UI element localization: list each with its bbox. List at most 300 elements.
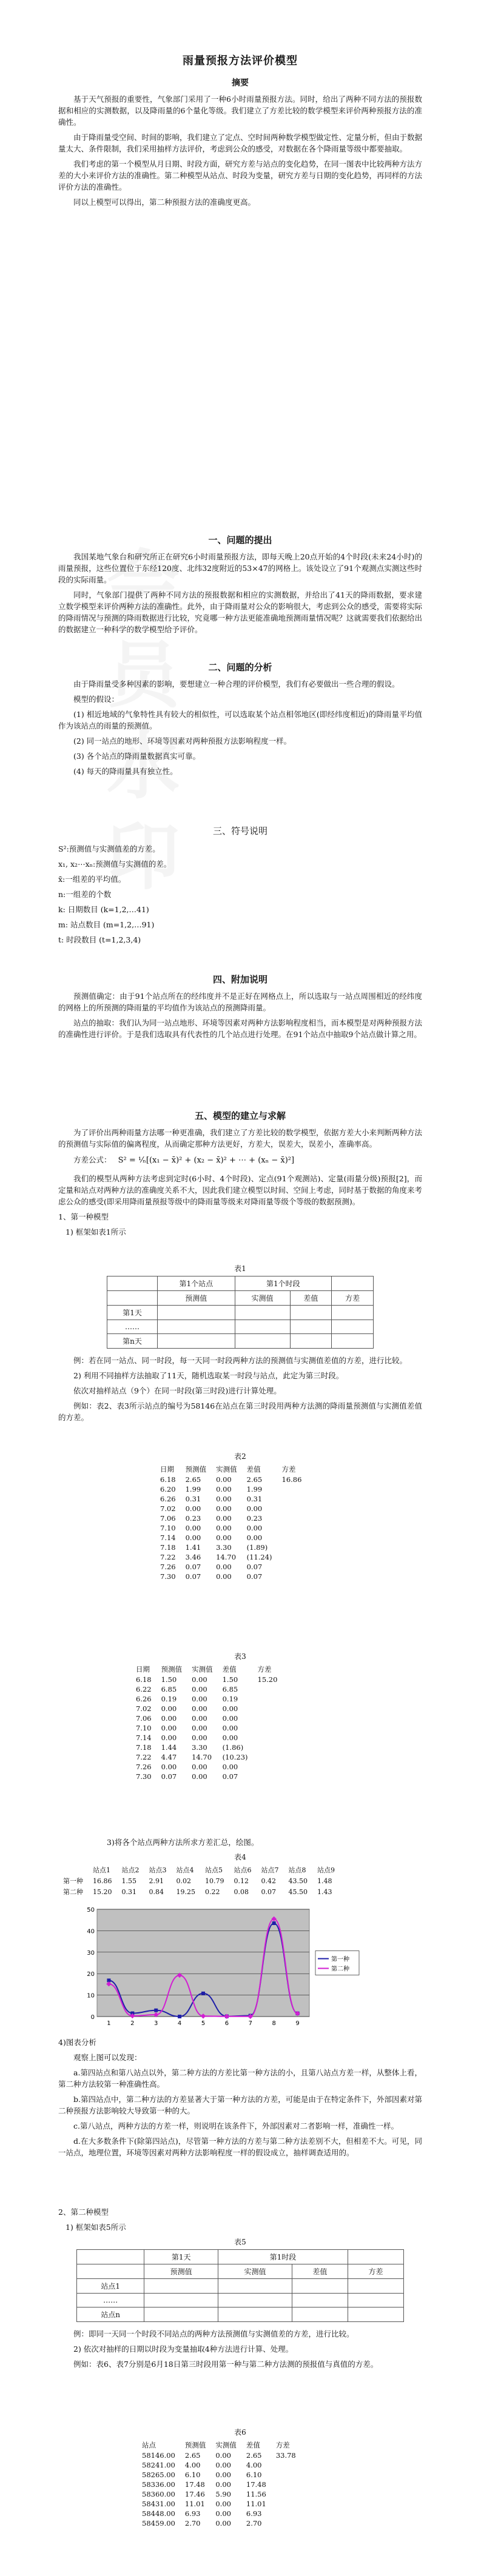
table-cell: 0.00 (216, 1524, 232, 1532)
table-header-cell: 站点 (142, 2441, 156, 2449)
table-row (131, 1684, 282, 1694)
table-cell: 0.00 (215, 2461, 231, 2469)
table-row-label: 第1天 (107, 1306, 158, 1320)
table-cell: 0.00 (216, 1563, 232, 1571)
table-cell: 58336.00 (142, 2480, 175, 2489)
table-cell: 1.99 (185, 1485, 201, 1493)
table-cell: 0.00 (192, 1695, 207, 1703)
table-header-cell: 预测值 (184, 2441, 206, 2449)
assumption-item: (4) 每天的降雨量具有独立性。 (73, 767, 178, 776)
table-cell: 7.26 (160, 1563, 176, 1571)
body-paragraph: 为了评价出两种雨量方法哪一种更准确，我们建立了方差比较的数学模型，依据方差大小来判断两种方法的预测值与实际值的偏离程度，从而确定那种方法更好，方差大，误差大，误差小，准确率高。 (58, 1128, 423, 1149)
table-header-cell: 实测值 (218, 2264, 292, 2279)
table-cell: 7.06 (136, 1714, 152, 1723)
table-cell: 0.84 (149, 1887, 164, 1896)
symbol-item: k: 日期数目 (k=1,2,…41) (58, 905, 149, 914)
table-cell: 58459.00 (142, 2519, 175, 2528)
table-cell: 1.43 (317, 1887, 332, 1896)
table-cell: 6.85 (161, 1685, 177, 1693)
table-cell: 7.02 (136, 1704, 152, 1713)
y-tick-label: 40 (87, 1928, 95, 1935)
table-cell (253, 1723, 283, 1733)
x-tick-label: 1 (107, 2020, 111, 2027)
table-row-label: …… (77, 2294, 144, 2307)
table-row (155, 1475, 306, 1484)
table-cell: 6.20 (160, 1485, 176, 1493)
table-cell (277, 1494, 307, 1504)
section-heading: 五、模型的建立与求解 (194, 1110, 286, 1121)
table-cell: 14.70 (216, 1553, 237, 1561)
table-cell (277, 1523, 307, 1533)
table-cell: 6.18 (160, 1475, 176, 1484)
table-cell (277, 1543, 307, 1552)
table-1 (107, 1276, 374, 1349)
x-tick-label: 6 (224, 2020, 229, 2027)
table-header-cell: 第1天 (144, 2250, 218, 2264)
table-caption: 表4 (234, 1853, 246, 1861)
table-row (155, 1562, 306, 1572)
table-cell: 0.31 (246, 1495, 263, 1503)
table-cell (271, 2509, 301, 2518)
symbol-item: m: 站点数目 (m=1,2,…91) (58, 920, 155, 929)
table-cell (271, 2470, 301, 2480)
abstract-heading: 摘要 (232, 78, 249, 88)
table-cell (277, 1484, 307, 1494)
table-header-cell: 预测值 (185, 1465, 207, 1473)
table-cell: 0.07 (185, 1563, 201, 1571)
table-cell: 0.00 (192, 1733, 207, 1742)
section-heading: 二、问题的分析 (208, 662, 272, 673)
paper-title: 雨量预报方法评价模型 (183, 55, 298, 67)
table-cell: 6.26 (160, 1495, 176, 1503)
table-header-row (131, 1664, 282, 1675)
table-header-cell: 站点4 (176, 1866, 194, 1874)
table-cell: 0.00 (192, 1763, 207, 1771)
body-paragraph: 例如：表2、表3所示站点的编号为58146在站点在第三时段用两种方法测的降雨量预测值与实测值差值的方差。 (58, 1401, 422, 1422)
table-cell: 15.20 (93, 1887, 112, 1896)
assumption-item: (2) 同一站点的地形、环境等因素对两种预报方法影响程度一样。 (73, 736, 292, 746)
table-cell: 6.93 (184, 2509, 201, 2518)
abstract-paragraph: 同以上模型可以得出，第二种预报方法的准确度更高。 (73, 198, 256, 207)
table-row (155, 1513, 306, 1523)
table-cell: 4.47 (161, 1753, 177, 1761)
table-cell: 58360.00 (142, 2490, 175, 2498)
body-paragraph: 由于降雨量受多种因素的影响，要想建立一种合理的评价模型，我们有必要做出一些合理的假设。 (73, 679, 400, 689)
table-cell: 0.08 (234, 1887, 249, 1896)
table-cell (253, 1684, 283, 1694)
table-header-cell: 第1个站点 (158, 1276, 235, 1291)
table-cell: 7.10 (160, 1524, 176, 1532)
table-cell (253, 1772, 283, 1781)
body-paragraph: 依次对抽样站点（9个）在同一时段(第三时段)进行计算处理。 (73, 1386, 281, 1395)
table-row (155, 1572, 306, 1581)
table-cell: 7.26 (136, 1763, 152, 1771)
analysis-line: c.第八站点，两种方法的方差一样，则说明在该条件下，外部因素对二者影响一样，准确性一样。 (73, 2121, 399, 2131)
table-header-cell: 站点8 (288, 1866, 306, 1874)
table-row (131, 1675, 282, 1684)
table-cell: 0.00 (216, 1485, 232, 1493)
table-cell: 7.18 (160, 1543, 176, 1552)
table-cell: 7.06 (160, 1514, 176, 1523)
table-cell: 第二种 (63, 1888, 83, 1896)
table-row (155, 1533, 306, 1543)
table-row (137, 2518, 301, 2528)
table-cell: 1.41 (185, 1543, 201, 1552)
table-cell: 58431.00 (142, 2500, 175, 2508)
table-2 (155, 1464, 306, 1581)
table-cell: 1.44 (161, 1743, 177, 1752)
body-paragraph: 例：即同一天同一个时段不同站点的两种方法预测值与实测值差的方差，进行比较。 (73, 2329, 354, 2338)
table-cell: 0.00 (222, 1724, 238, 1732)
table-header-row (155, 1464, 306, 1475)
table-header-cell: 站点5 (205, 1866, 223, 1874)
table-cell: 0.00 (215, 2451, 231, 2460)
table-cell: 2.65 (185, 1475, 201, 1484)
table-header-cell (77, 2264, 144, 2279)
table-cell: 16.86 (281, 1475, 302, 1484)
data-point-1 (178, 2015, 181, 2018)
table-header-cell: 方差 (275, 2441, 290, 2449)
table-cell: 0.00 (222, 1733, 238, 1742)
table-header-row (58, 1864, 340, 1875)
table-cell (253, 1713, 283, 1723)
table-header-row (137, 2440, 301, 2451)
table-header-cell: 站点6 (234, 1866, 252, 1874)
table-cell: 0.00 (216, 1504, 232, 1513)
model-heading: 1、第一种模型 (58, 1212, 109, 1221)
table-cell: 0.00 (215, 2519, 231, 2528)
body-paragraph: 2) 依次对抽样的日期以时段为变量抽取4种方法进行计算、处理。 (73, 2344, 294, 2354)
table-row (155, 1523, 306, 1533)
table-cell: 0.00 (216, 1514, 232, 1523)
table-caption: 表1 (234, 1264, 246, 1273)
table-cell (277, 1513, 307, 1523)
table-cell: 0.31 (121, 1887, 136, 1896)
table-header-cell: 站点1 (93, 1866, 110, 1874)
table-row (131, 1743, 282, 1752)
table-header-cell: 日期 (160, 1465, 174, 1473)
table-row (155, 1552, 306, 1562)
table-cell (277, 1552, 307, 1562)
table-cell: 0.00 (192, 1714, 207, 1723)
table-cell: 6.26 (136, 1695, 152, 1703)
table-cell: 5.90 (215, 2490, 231, 2498)
table-cell: 0.00 (185, 1533, 201, 1542)
table-caption: 表3 (234, 1652, 246, 1661)
table-cell: 0.00 (161, 1724, 177, 1732)
table-cell: (10.23) (222, 1753, 248, 1761)
table-cell: 58241.00 (142, 2461, 175, 2469)
symbol-item: x₁, x₂⋯xₙ:预测值与实测值的差。 (58, 859, 172, 869)
table-caption: 表5 (234, 2238, 246, 2246)
table-cell: (1.86) (222, 1743, 244, 1752)
body-paragraph: 例如：表6、表7分别是6月18日第三时段用第一种与第二种方法测的预报值与真值的方差。 (73, 2360, 378, 2369)
table-cell: 11.01 (184, 2500, 205, 2508)
table-cell: 7.02 (160, 1504, 176, 1513)
table-cell: 0.00 (185, 1524, 201, 1532)
table-row (137, 2499, 301, 2509)
x-tick-label: 2 (130, 2020, 135, 2027)
table-cell (277, 1572, 307, 1581)
table-cell: 0.12 (234, 1877, 249, 1885)
x-tick-label: 3 (154, 2020, 158, 2027)
table-row (137, 2451, 301, 2460)
table-header-cell (332, 1276, 374, 1291)
table-cell: 17.48 (184, 2480, 205, 2489)
y-tick-label: 30 (87, 1949, 95, 1957)
table-cell: 0.00 (192, 1724, 207, 1732)
table-header-cell: 方差 (348, 2264, 403, 2279)
table-row (137, 2509, 301, 2518)
table-cell (253, 1694, 283, 1704)
table-cell: 16.86 (93, 1877, 112, 1885)
table-4 (58, 1864, 340, 1897)
model-subheading: 1) 框架如表5所示 (66, 2223, 126, 2232)
table-cell: 7.14 (160, 1533, 176, 1542)
table-header-cell: 实测值 (216, 1465, 237, 1473)
table-cell: 10.79 (205, 1877, 224, 1885)
table-cell: 58146.00 (142, 2451, 175, 2460)
table-row (155, 1484, 306, 1494)
table-cell: 0.31 (185, 1495, 201, 1503)
legend-label: 第二种 (331, 1966, 349, 1973)
table-row (137, 2460, 301, 2470)
table-header-cell: 预测值 (161, 1665, 183, 1673)
table-cell: 1.99 (246, 1485, 263, 1493)
table-cell (253, 1743, 283, 1752)
table-cell: 0.00 (192, 1772, 207, 1781)
abstract-paragraph: 我们考虑的第一个模型从月日期、时段方面，研究方差与站点的变化趋势，在同一图表中比较两种方法方差的大小来评价方法的准确性。第二种模型从站点、时段为变量，研究方差与日期的变化趋势，再同样的方法评价方法的准确性。 (58, 159, 423, 192)
body-paragraph: 站点的抽取：我们认为同一站点地形、环境等因素对两种方法影响程度相当，而本模型是对两种预报方法的准确性进行评价。于是我们选取具有代表性的几个站点进行处理。在91个站点中抽取9个站点做计算之用。 (58, 1018, 423, 1039)
table-row (137, 2489, 301, 2499)
table-cell: 1.50 (161, 1675, 177, 1684)
table-5 (76, 2249, 404, 2322)
analysis-line: b.第四站点中，第二种方法的方差显著大于第一种方法的方差，可能是由于在特定条件下，外部因素对第二种预报方法影响较大导致第一种的大。 (58, 2095, 422, 2115)
table-cell: 2.70 (246, 2519, 262, 2528)
body-paragraph: 3)将各个站点两种方法所求方差汇总，绘图。 (107, 1838, 259, 1847)
table-row-label: 站点n (77, 2307, 144, 2322)
section-heading: 三、符号说明 (212, 826, 267, 836)
table-cell: 11.01 (246, 2500, 266, 2508)
table-row-label: …… (107, 1320, 158, 1334)
table-header-cell: 差值 (290, 1291, 332, 1306)
table-cell (271, 2499, 301, 2509)
body-paragraph: 方差公式： (73, 1155, 112, 1164)
table-cell (277, 1504, 307, 1513)
table-header-cell: 预测值 (158, 1291, 235, 1306)
table-caption: 表6 (234, 2428, 246, 2437)
y-tick-label: 50 (87, 1907, 95, 1914)
analysis-line: a.第四站点和第八站点以外，第二种方法的方差比第一种方法的小，且第八站点方差一样，从整体上看，第二种方法较第一种准确性高。 (58, 2068, 422, 2089)
table-cell: 7.22 (136, 1753, 152, 1761)
table-cell: 0.00 (215, 2471, 231, 2479)
table-cell: 0.00 (222, 1704, 238, 1713)
table-cell: 6.18 (136, 1675, 152, 1684)
body-paragraph: 例：若在同一站点、同一时段，每一天同一时段两种方法的预测值与实测值差值的方差，进行比较。 (73, 1356, 408, 1365)
table-cell: 0.00 (222, 1714, 238, 1723)
table-cell: 6.10 (184, 2471, 201, 2479)
table-cell: 0.19 (161, 1695, 177, 1703)
table-cell: 0.02 (176, 1877, 191, 1885)
table-cell (277, 1562, 307, 1572)
table-cell: 0.23 (185, 1514, 201, 1523)
table-cell: 0.00 (161, 1733, 177, 1742)
table-cell (271, 2489, 301, 2499)
body-paragraph: 预测值确定：由于91个站点所在的经纬度并不是正好在网格点上，所以选取与一站点周围相近的经纬度的网格上的所预测的降雨量的平均值作为该站点的预测降雨量。 (58, 992, 422, 1012)
variance-line-chart (79, 1903, 364, 2034)
analysis-line: 观察上图可以发现： (73, 2053, 142, 2062)
table-cell: 2.91 (149, 1877, 164, 1885)
variance-formula: S² = ¹⁄ₙ[(x₁ − x̄)² + (x₂ − x̄)² + ⋯ + (xₙ − x̄)²] (118, 1156, 295, 1165)
table-cell: 6.22 (136, 1685, 152, 1693)
table-cell: 0.00 (216, 1572, 232, 1581)
table-cell: 6.93 (246, 2509, 262, 2518)
table-cell: 0.00 (161, 1704, 177, 1713)
table-cell (271, 2518, 301, 2528)
table-cell: 4.00 (246, 2461, 262, 2469)
table-cell: 17.48 (246, 2480, 266, 2489)
table-cell: 0.07 (161, 1772, 177, 1781)
section-heading: 四、附加说明 (212, 974, 267, 985)
table-row (137, 2480, 301, 2489)
x-tick-label: 8 (272, 2020, 276, 2027)
table-cell (271, 2480, 301, 2489)
table-header-cell (107, 1276, 158, 1291)
table-header-cell: 实测值 (235, 1291, 290, 1306)
body-paragraph: 同时，气象部门提供了两种不同方法的预报数据和相应的实测数据，并给出了41天的降雨数据，要求建立数学模型来评价两种方法的准确性。此外，由于降雨量对公众的影响很大，考虑到公众的感受，需要将实际的降雨情况与预测的降雨数据进行比较，究竟哪一种方法更能准确地预测雨量情况呢？这就需要我们依据给出的数据建立一种科学的数学模型给予评价。 (58, 590, 423, 634)
data-point-1 (201, 1992, 205, 1995)
table-row (131, 1694, 282, 1704)
section-heading: 一、问题的提出 (208, 535, 272, 546)
table-cell: 17.46 (184, 2490, 205, 2498)
table-row (131, 1772, 282, 1781)
assumption-item: (3) 各个站点的降雨量数据真实可靠。 (73, 752, 201, 761)
table-row-label: 站点1 (77, 2279, 144, 2294)
abstract-paragraph: 由于降雨量受空间、时间的影响，我们建立了定点、空时间两种数学模型做定性、定量分析，但由于数据量太大、条件限制，我们采用抽样方法评价，考虑到公众的感受，对数据在各个降雨量等级中都要抽取。 (58, 133, 423, 153)
table-cell: 1.55 (121, 1877, 136, 1885)
model-heading: 2、第二种模型 (58, 2207, 109, 2217)
x-tick-label: 7 (248, 2020, 252, 2027)
table-cell: 0.07 (185, 1572, 201, 1581)
table-cell: 14.70 (192, 1753, 212, 1761)
body-paragraph: 我们的模型从两种方法考虑到定时(6小时、4个时段)、定点(91个观测站)、定量(雨量分级)预报[2]，而定量和站点对两种方法的准确度关系不大，因此我们建立模型以时间、空间上考虑，同时基于数据的角度来考虑公众的感受(即采用降雨量预报等级中的降雨量等级来对降雨量等级个等级的数据预测)。 (58, 1174, 423, 1206)
table-header-cell: 站点7 (261, 1866, 279, 1874)
body-paragraph: 2) 利用不同抽样方法抽取了11天，随机选取某一时段与站点，此定为第三时段。 (73, 1371, 344, 1380)
data-point-1 (154, 2009, 158, 2012)
table-row (137, 2470, 301, 2480)
table-cell: 6.10 (246, 2471, 262, 2479)
table-row-label: 第n天 (107, 1334, 158, 1349)
table-header-cell: 第1时段 (218, 2250, 348, 2264)
table-cell: 6.85 (222, 1685, 238, 1693)
table-header-cell: 差值 (222, 1665, 237, 1673)
x-tick-label: 9 (295, 2020, 300, 2027)
table-cell: 7.14 (136, 1733, 152, 1742)
table-cell: 0.00 (192, 1704, 207, 1713)
table-row (131, 1762, 282, 1772)
table-cell: 0.00 (161, 1714, 177, 1723)
table-header-cell: 差值 (292, 2264, 348, 2279)
table-header-cell (58, 1864, 88, 1875)
table-cell: 1.50 (222, 1675, 238, 1684)
table-row (155, 1543, 306, 1552)
symbol-item: t: 时段数目 (t=1,2,3,4) (58, 935, 141, 944)
table-cell (253, 1762, 283, 1772)
table-cell: 0.07 (246, 1563, 263, 1571)
table-cell: 45.50 (288, 1887, 308, 1896)
table-row (131, 1752, 282, 1762)
table-cell (271, 2460, 301, 2470)
table-cell: 2.65 (184, 2451, 201, 2460)
data-point-1 (272, 1921, 276, 1925)
body-paragraph: 我国某地气象台和研究所正在研究6小时雨量预报方法，即每天晚上20点开始的4个时段(未来24小时)的雨量预报，这些位置位于东经120度、北纬32度附近的53×47的网格上。该处设立了91个观测点实测这些时段的实际雨量。 (58, 552, 422, 584)
table-cell: 0.00 (161, 1763, 177, 1771)
analysis-title: 4)图表分析 (58, 2038, 96, 2047)
table-header-cell: 站点3 (149, 1866, 167, 1874)
table-cell: 0.00 (192, 1675, 207, 1684)
table-cell: 0.07 (222, 1772, 238, 1781)
y-tick-label: 0 (90, 2014, 95, 2021)
table-cell: 7.22 (160, 1553, 176, 1561)
table-header-cell: 站点9 (317, 1866, 335, 1874)
table-cell: 15.20 (257, 1675, 278, 1684)
table-cell: 0.00 (246, 1533, 263, 1542)
table-cell: 3.46 (185, 1553, 201, 1561)
table-cell: 4.00 (184, 2461, 201, 2469)
table-row (131, 1704, 282, 1713)
table-cell: 58448.00 (142, 2509, 175, 2518)
assumption-item: (1) 相近地域的气象特性具有较大的相似性，可以选取某个站点相邻地区(即经纬度相近)的降雨量平均值作为该站点的雨量的预测值。 (58, 710, 422, 730)
y-tick-label: 10 (87, 1992, 95, 2000)
table-cell: (1.89) (246, 1543, 268, 1552)
table-row (131, 1733, 282, 1743)
x-tick-label: 5 (201, 2020, 206, 2027)
table-row (131, 1713, 282, 1723)
table-cell: 0.00 (215, 2509, 231, 2518)
x-tick-label: 4 (177, 2020, 182, 2027)
model-subheading: 1) 框架如表1所示 (66, 1227, 126, 1236)
table-header-cell: 实测值 (215, 2441, 237, 2449)
table-cell: 0.00 (216, 1495, 232, 1503)
table-cell: 3.30 (192, 1743, 207, 1752)
table-cell: 0.23 (246, 1514, 263, 1523)
table-cell: 19.25 (176, 1887, 195, 1896)
table-cell (277, 1533, 307, 1543)
table-header-cell: 差值 (246, 1465, 261, 1473)
table-cell: 7.30 (160, 1572, 176, 1581)
table-cell: 11.56 (246, 2490, 266, 2498)
table-cell: 3.30 (216, 1543, 232, 1552)
table-cell: 2.65 (246, 2451, 262, 2460)
table-cell: (11.24) (246, 1553, 272, 1561)
table-cell: 2.65 (246, 1475, 263, 1484)
table-cell: 33.78 (275, 2451, 296, 2460)
table-cell: 0.42 (261, 1877, 276, 1885)
table-cell: 0.00 (216, 1475, 232, 1484)
table-header-cell: 方差 (281, 1465, 296, 1473)
table-row (155, 1494, 306, 1504)
table-cell: 0.19 (222, 1695, 238, 1703)
table-header-cell: 日期 (136, 1665, 150, 1673)
table-row (58, 1886, 340, 1897)
table-header-cell: 站点2 (121, 1866, 140, 1874)
table-cell: 0.07 (261, 1887, 276, 1896)
table-header-cell: 第1个时段 (235, 1276, 332, 1291)
table-header-cell: 预测值 (144, 2264, 218, 2279)
table-header-cell: 差值 (246, 2441, 260, 2449)
table-header-cell (107, 1291, 158, 1306)
table-cell: 0.00 (246, 1504, 263, 1513)
